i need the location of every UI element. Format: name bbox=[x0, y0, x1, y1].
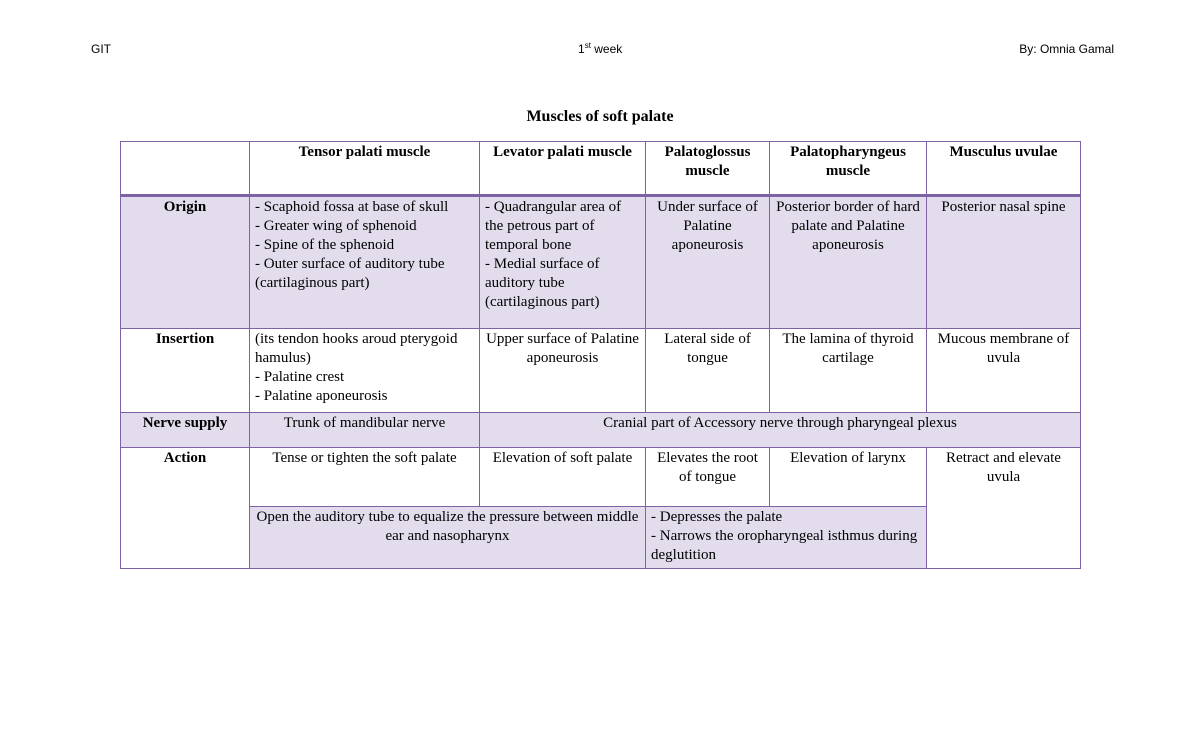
header-cell-levator-palati: Levator palati muscle bbox=[480, 142, 646, 196]
insertion-palatoglossus-cell: Lateral side of tongue bbox=[646, 329, 770, 412]
row-label-origin: Origin bbox=[121, 196, 250, 329]
header-cell-palatopharyngeus: Palatopharyngeus muscle bbox=[770, 142, 927, 196]
header-cell-empty bbox=[121, 142, 250, 196]
origin-uvulae-cell: Posterior nasal spine bbox=[927, 196, 1081, 329]
origin-tensor-cell bbox=[250, 196, 480, 329]
origin-tensor-line: - Scaphoid fossa at base of skull bbox=[255, 199, 449, 216]
nerve-tensor-cell: Trunk of mandibular nerve bbox=[250, 412, 480, 447]
header-cell-musculus-uvulae: Musculus uvulae bbox=[927, 142, 1081, 196]
nerve-others-cell: Cranial part of Accessory nerve through pharyngeal plexus bbox=[480, 412, 1081, 447]
origin-tensor-line: - Greater wing of sphenoid bbox=[255, 218, 417, 235]
action-shared-palate-line: - Narrows the oropharyngeal isthmus during deglutition bbox=[651, 527, 918, 563]
row-label-nerve-supply: Nerve supply bbox=[121, 412, 250, 447]
action-shared-palate-cell bbox=[646, 506, 927, 568]
header-week bbox=[578, 42, 622, 56]
header-cell-tensor-palati: Tensor palati muscle bbox=[250, 142, 480, 196]
insertion-uvulae-cell: Mucous membrane of uvula bbox=[927, 329, 1081, 412]
action-shared-tubes-cell: Open the auditory tube to equalize the pressure between middle ear and nasopharynx bbox=[250, 506, 646, 568]
header-week-number: 1 bbox=[578, 42, 585, 56]
header-subject: GIT bbox=[91, 42, 111, 56]
action-uvulae-cell: Retract and elevate uvula bbox=[927, 447, 1081, 568]
insertion-tensor-cell bbox=[250, 329, 480, 412]
row-label-action: Action bbox=[121, 447, 250, 568]
insertion-levator-cell: Upper surface of Palatine aponeurosis bbox=[480, 329, 646, 412]
origin-levator-cell bbox=[480, 196, 646, 329]
origin-tensor-line: - Outer surface of auditory tube (cartilaginous part) bbox=[255, 256, 445, 292]
table-row-origin bbox=[121, 196, 1081, 329]
insertion-tensor-line: - Palatine aponeurosis bbox=[255, 388, 388, 405]
action-palatopharyngeus-cell: Elevation of larynx bbox=[770, 447, 927, 506]
header-author: By: Omnia Gamal bbox=[1019, 42, 1114, 56]
table-row-insertion bbox=[121, 329, 1081, 412]
origin-levator-line: - Quadrangular area of the petrous part of temporal bone bbox=[485, 199, 622, 254]
table-row-nerve-supply bbox=[121, 412, 1081, 447]
action-tensor-cell: Tense or tighten the soft palate bbox=[250, 447, 480, 506]
document-title: Muscles of soft palate bbox=[526, 108, 674, 125]
table-header-row bbox=[121, 142, 1081, 196]
muscles-table bbox=[120, 141, 1081, 569]
action-levator-cell: Elevation of soft palate bbox=[480, 447, 646, 506]
header-cell-palatoglossus: Palatoglossus muscle bbox=[646, 142, 770, 196]
insertion-palatopharyngeus-cell: The lamina of thyroid cartilage bbox=[770, 329, 927, 412]
origin-palatoglossus-cell: Under surface of Palatine aponeurosis bbox=[646, 196, 770, 329]
action-shared-palate-line: - Depresses the palate bbox=[651, 508, 783, 525]
insertion-tensor-line: - Palatine crest bbox=[255, 369, 345, 386]
origin-levator-line: - Medial surface of auditory tube (cartilaginous part) bbox=[485, 256, 600, 311]
insertion-tensor-line: (its tendon hooks aroud pterygoid hamulus) bbox=[255, 331, 458, 367]
header-week-word: week bbox=[594, 42, 623, 56]
row-label-insertion: Insertion bbox=[121, 329, 250, 412]
origin-palatopharyngeus-cell: Posterior border of hard palate and Palatine aponeurosis bbox=[770, 196, 927, 329]
header-week-suffix: st bbox=[584, 41, 591, 50]
origin-tensor-line: - Spine of the sphenoid bbox=[255, 237, 395, 254]
table-row-action bbox=[121, 447, 1081, 506]
action-palatoglossus-cell: Elevates the root of tongue bbox=[646, 447, 770, 506]
